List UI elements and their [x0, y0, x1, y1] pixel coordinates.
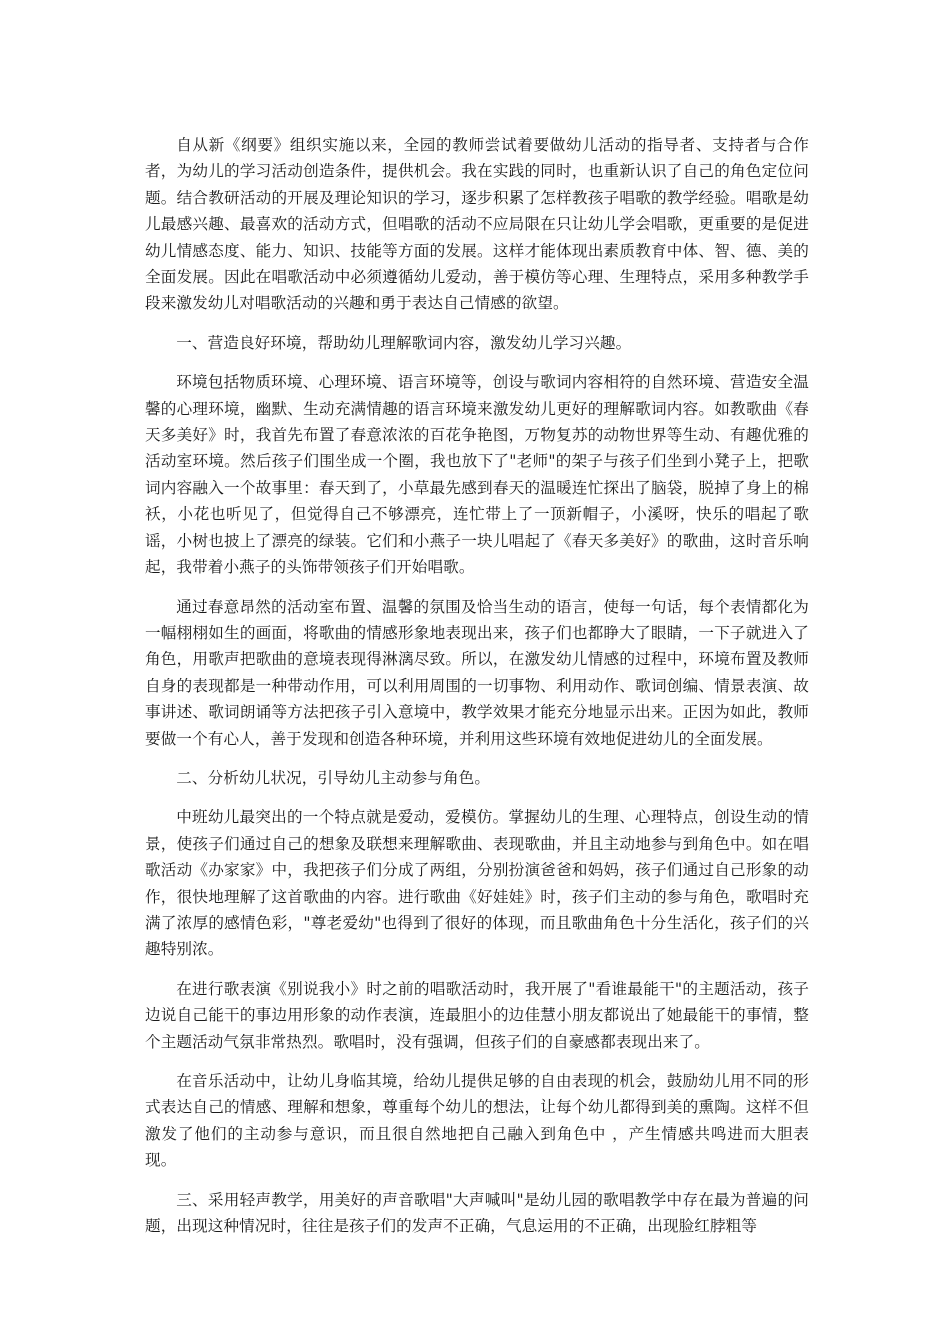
section-2-paragraph-2: 在进行歌表演《别说我小》时之前的唱歌活动时，我开展了"看谁最能干"的主题活动，孩子边说自己能干的事边用形象的动作表演，连最胆小的边佳慧小朋友都说出了她最能干的事情，整个主题活动气氛非常热烈。歌唱时，没有强调，但孩子们的自豪感都表现出来了。	[145, 979, 809, 1051]
section-2-paragraph-1: 中班幼儿最突出的一个特点就是爱动，爱模仿。掌握幼儿的生理、心理特点，创设生动的情景，使孩子们通过自己的想象及联想来理解歌曲、表现歌曲，并且主动地参与到角色中。如在唱歌活动《办家家》中，我把孩子们分成了两组，分别扮演爸爸和妈妈，孩子们通过自己形象的动作，很快地理解了这首歌曲的内容。进行歌曲《好娃娃》时，孩子们主动的参与角色，歌唱时充满了浓厚的感情色彩，"尊老爱幼"也得到了很好的体现，而且歌曲角色十分生活化，孩子们的兴趣特别浓。	[145, 808, 809, 959]
section-1-paragraph-1: 环境包括物质环境、心理环境、语言环境等，创设与歌词内容相符的自然环境、营造安全温馨的心理环境，幽默、生动充满情趣的语言环境来激发幼儿更好的理解歌词内容。如教歌曲《春天多美好》时，我首先布置了春意浓浓的百花争艳图，万物复苏的动物世界等生动、有趣优雅的活动室环境。然后孩子们围坐成一个圈，我也放下了"老师"的架子与孩子们坐到小凳子上，把歌词内容融入一个故事里：春天到了，小草最先感到春天的温暖连忙探出了脑袋，脱掉了身上的棉袄，小花也听见了，但觉得自己不够漂亮，连忙带上了一顶新帽子，小溪呀，快乐的唱起了歌谣，小树也披上了漂亮的绿装。它们和小燕子一块儿唱起了《春天多美好》的歌曲，这时音乐响起，我带着小燕子的头饰带领孩子们开始唱歌。	[145, 373, 809, 577]
section-1-paragraph-2: 通过春意昂然的活动室布置、温馨的氛围及恰当生动的语言，使每一句话，每个表情都化为一幅栩栩如生的画面，将歌曲的情感形象地表现出来，孩子们也都睁大了眼睛，一下子就进入了角色，用歌声把歌曲的意境表现得淋漓尽致。所以，在激发幼儿情感的过程中，环境布置及教师自身的表现都是一种带动作用，可以利用周围的一切事物、利用动作、歌词创编、情景表演、故事讲述、歌词朗诵等方法把孩子引入意境中，教学效果才能充分地显示出来。正因为如此，教师要做一个有心人，善于发现和创造各种环境，并利用这些环境有效地促进幼儿的全面发展。	[145, 597, 809, 748]
section-heading-2: 二、分析幼儿状况，引导幼儿主动参与角色。	[176, 768, 491, 787]
section-heading-1: 一、营造良好环境，帮助幼儿理解歌词内容，激发幼儿学习兴趣。	[176, 333, 632, 352]
document-body	[145, 132, 809, 1252]
intro-paragraph: 自从新《纲要》组织实施以来，全园的教师尝试着要做幼儿活动的指导者、支持者与合作者，为幼儿的学习活动创造条件，提供机会。我在实践的同时，也重新认识了自己的角色定位问题。结合教研活动的开展及理论知识的学习，逐步积累了怎样教孩子唱歌的教学经验。唱歌是幼儿最感兴趣、最喜欢的活动方式，但唱歌的活动不应局限在只让幼儿学会唱歌，更重要的是促进幼儿情感态度、能力、知识、技能等方面的发展。这样才能体现出素质教育中体、智、德、美的全面发展。因此在唱歌活动中必须遵循幼儿爱动，善于模仿等心理、生理特点，采用多种教学手段来激发幼儿对唱歌活动的兴趣和勇于表达自己情感的欲望。	[145, 136, 809, 313]
section-2-paragraph-3: 在音乐活动中，让幼儿身临其境，给幼儿提供足够的自由表现的机会，鼓励幼儿用不同的形式表达自己的情感、理解和想象，尊重每个幼儿的想法，让每个幼儿都得到美的熏陶。这样不但激发了他们的主动参与意识，而且很自然地把自己融入到角色中 ，产生情感共鸣进而大胆表现。	[145, 1072, 809, 1170]
section-heading-3-paragraph: 三、采用轻声教学，用美好的声音歌唱"大声喊叫"是幼儿园的歌唱教学中存在最为普遍的问题，出现这种情况时，往往是孩子们的发声不正确，气息运用的不正确，出现脸红脖粗等	[145, 1190, 809, 1236]
